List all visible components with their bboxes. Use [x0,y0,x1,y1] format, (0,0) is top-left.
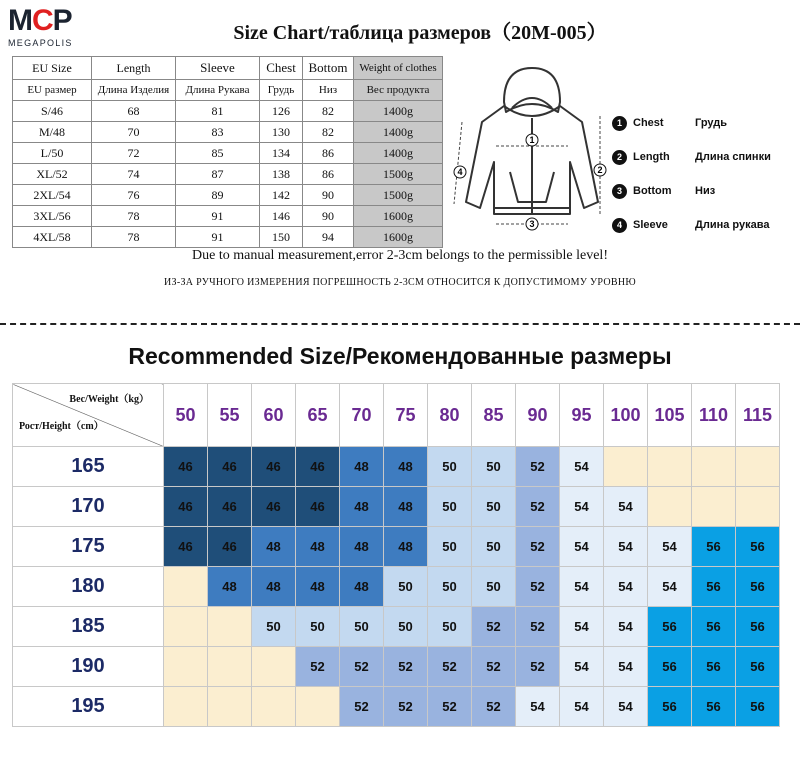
size-cell: XL/52 [13,164,92,185]
size-cell: 142 [260,185,303,206]
size-recommendation-cell: 56 [736,567,780,607]
size-recommendation-cell: 46 [208,487,252,527]
size-cell: 1500g [354,164,443,185]
size-cell: M/48 [13,122,92,143]
weight-header-row [13,384,780,447]
size-recommendation-cell: 46 [296,447,340,487]
header-cell: Вес продукта [354,80,443,101]
header-cell: Bottom [303,57,354,80]
logo-letter-p: P [52,4,72,37]
size-recommendation-cell [252,647,296,687]
height-row [13,567,780,607]
size-cell: 130 [260,122,303,143]
size-cell: 134 [260,143,303,164]
marker-4-label: 4 [457,167,463,177]
measurement-note-ru: ИЗ-ЗА РУЧНОГО ИЗМЕРЕНИЯ ПОГРЕШНОСТЬ 2-3СМ ОТНОСИТСЯ К ДОПУСТИМОМУ УРОВНЮ [164,277,636,288]
size-recommendation-cell: 48 [384,527,428,567]
header-cell: Длина Изделия [92,80,176,101]
brand-logo [8,6,98,50]
size-recommendation-cell: 56 [648,647,692,687]
legend-label-ru: Низ [695,185,716,197]
size-recommendation-cell: 52 [428,647,472,687]
size-recommendation-cell: 56 [692,687,736,727]
size-cell: 94 [303,227,354,248]
size-cell: 1400g [354,143,443,164]
size-recommendation-cell: 56 [692,567,736,607]
height-row [13,487,780,527]
size-recommendation-cell: 54 [604,607,648,647]
size-recommendation-cell: 54 [604,647,648,687]
size-recommendation-cell: 46 [252,447,296,487]
weight-header-cell: 80 [428,384,472,447]
size-recommendation-cell: 50 [472,527,516,567]
size-recommendation-cell: 46 [208,447,252,487]
size-cell: 2XL/54 [13,185,92,206]
weight-header-cell: 100 [604,384,648,447]
size-header-ru-row [13,80,443,101]
size-recommendation-cell: 48 [340,447,384,487]
size-recommendation-cell: 52 [516,487,560,527]
size-cell: 78 [92,227,176,248]
size-cell: L/50 [13,143,92,164]
size-chart-table [12,56,443,248]
size-recommendation-cell: 50 [384,607,428,647]
size-recommendation-cell: 54 [560,647,604,687]
size-row [13,185,443,206]
size-cell: S/46 [13,101,92,122]
marker-3-label: 3 [529,219,535,229]
size-recommendation-cell: 46 [164,447,208,487]
size-recommendation-cell: 54 [648,567,692,607]
size-cell: 138 [260,164,303,185]
legend-item [612,208,771,242]
size-recommendation-cell: 50 [472,567,516,607]
size-row [13,227,443,248]
size-recommendation-cell: 50 [472,447,516,487]
size-recommendation-cell [208,647,252,687]
size-cell: 86 [303,164,354,185]
legend-label-ru: Длина спинки [695,151,771,163]
header-cell: Weight of clothes [354,57,443,80]
weight-header-cell: 75 [384,384,428,447]
weight-header-cell: 85 [472,384,516,447]
size-cell: 87 [176,164,260,185]
height-axis-label: Рост/Height（cm） [19,421,104,432]
size-recommendation-cell: 54 [648,527,692,567]
size-recommendation-cell: 56 [692,607,736,647]
weight-axis-label: Вес/Weight（kg） [69,394,149,405]
weight-header-cell: 50 [164,384,208,447]
size-recommendation-cell: 46 [164,487,208,527]
size-cell: 146 [260,206,303,227]
size-recommendation-cell [164,567,208,607]
size-cell: 76 [92,185,176,206]
size-recommendation-cell: 48 [384,487,428,527]
size-recommendation-cell: 56 [736,607,780,647]
size-recommendation-cell: 48 [340,487,384,527]
recommended-table-body [13,447,780,727]
size-recommendation-cell [648,487,692,527]
size-cell: 90 [303,185,354,206]
header-cell: Sleeve [176,57,260,80]
height-label-cell: 165 [13,447,164,487]
size-cell: 70 [92,122,176,143]
size-recommendation-cell: 48 [208,567,252,607]
size-recommendation-cell [208,607,252,647]
size-cell: 83 [176,122,260,143]
section-divider [0,323,800,325]
legend-number-icon: 2 [612,150,627,165]
size-recommendation-cell: 56 [692,647,736,687]
size-cell: 3XL/56 [13,206,92,227]
weight-header-cell: 110 [692,384,736,447]
height-label-cell: 185 [13,607,164,647]
recommended-size-table [12,383,780,727]
weight-header-cell: 55 [208,384,252,447]
measurement-legend [612,106,771,242]
header-cell: EU размер [13,80,92,101]
size-recommendation-cell: 52 [516,607,560,647]
size-recommendation-cell: 52 [472,647,516,687]
table-corner-header [13,384,164,447]
size-recommendation-cell: 52 [516,647,560,687]
weight-header-cell: 115 [736,384,780,447]
weight-header-cell: 65 [296,384,340,447]
size-recommendation-cell: 46 [252,487,296,527]
size-cell: 1600g [354,227,443,248]
legend-label-en: Chest [633,117,664,129]
legend-label-en: Bottom [633,185,672,197]
size-recommendation-cell: 54 [604,487,648,527]
size-recommendation-cell [604,447,648,487]
size-row [13,164,443,185]
size-recommendation-cell: 52 [472,607,516,647]
size-cell: 4XL/58 [13,227,92,248]
size-recommendation-cell: 50 [384,567,428,607]
size-recommendation-cell [208,687,252,727]
size-recommendation-cell: 56 [736,647,780,687]
size-cell: 1400g [354,101,443,122]
size-cell: 86 [303,143,354,164]
size-recommendation-cell: 52 [340,647,384,687]
legend-item [612,106,771,140]
size-recommendation-cell: 50 [252,607,296,647]
size-recommendation-cell: 50 [340,607,384,647]
legend-label-en: Length [633,151,670,163]
header-cell: Низ [303,80,354,101]
size-cell: 82 [303,122,354,143]
height-label-cell: 195 [13,687,164,727]
height-label-cell: 180 [13,567,164,607]
size-recommendation-cell: 48 [340,567,384,607]
size-cell: 126 [260,101,303,122]
size-recommendation-cell: 50 [472,487,516,527]
size-recommendation-cell: 54 [560,447,604,487]
size-cell: 91 [176,206,260,227]
size-recommendation-cell: 50 [428,447,472,487]
logo-mark [8,6,98,36]
size-recommendation-cell: 54 [560,687,604,727]
size-recommendation-cell: 52 [384,687,428,727]
size-cell: 78 [92,206,176,227]
size-cell: 91 [176,227,260,248]
legend-label-en: Sleeve [633,219,668,231]
header-cell: Длина Рукава [176,80,260,101]
weight-header-cell: 70 [340,384,384,447]
size-recommendation-cell: 52 [516,527,560,567]
size-recommendation-cell: 56 [736,687,780,727]
size-recommendation-cell: 48 [296,527,340,567]
size-recommendation-cell: 50 [428,487,472,527]
size-recommendation-cell: 52 [516,447,560,487]
measurement-note-en: Due to manual measurement,error 2-3cm belongs to the permissible level! [192,248,608,263]
size-recommendation-cell: 52 [516,567,560,607]
size-header-en-row [13,57,443,80]
height-label-cell: 170 [13,487,164,527]
logo-letter-c: C [32,4,53,37]
size-recommendation-cell: 48 [252,567,296,607]
size-recommendation-cell: 52 [340,687,384,727]
size-recommendation-cell: 54 [604,527,648,567]
size-row [13,122,443,143]
size-recommendation-cell [164,647,208,687]
size-recommendation-cell: 52 [472,687,516,727]
size-recommendation-cell [692,447,736,487]
size-recommendation-cell [164,687,208,727]
size-recommendation-cell: 56 [648,607,692,647]
size-recommendation-cell: 46 [208,527,252,567]
logo-text: MEGAPOLIS [8,38,73,48]
size-row [13,101,443,122]
size-row [13,206,443,227]
legend-item [612,140,771,174]
header-cell: Chest [260,57,303,80]
legend-item [612,174,771,208]
size-recommendation-cell [648,447,692,487]
size-recommendation-cell: 50 [428,527,472,567]
height-label-cell: 175 [13,527,164,567]
size-recommendation-cell [164,607,208,647]
size-recommendation-cell: 56 [692,527,736,567]
size-recommendation-cell: 54 [604,687,648,727]
size-recommendation-cell [736,447,780,487]
size-recommendation-cell: 48 [252,527,296,567]
size-cell: 82 [303,101,354,122]
height-row [13,447,780,487]
size-recommendation-cell: 56 [736,527,780,567]
size-recommendation-cell: 54 [560,607,604,647]
marker-1-label: 1 [529,135,535,145]
size-cell: 68 [92,101,176,122]
size-recommendation-cell: 54 [516,687,560,727]
size-cell: 150 [260,227,303,248]
size-row [13,143,443,164]
size-recommendation-cell: 52 [428,687,472,727]
size-recommendation-cell: 48 [296,567,340,607]
height-row [13,687,780,727]
size-cell: 1600g [354,206,443,227]
size-recommendation-cell: 48 [384,447,428,487]
legend-number-icon: 4 [612,218,627,233]
size-recommendation-cell: 46 [164,527,208,567]
page-title: Size Chart/таблица размеров（20M-005） [233,22,607,44]
height-row [13,527,780,567]
size-recommendation-cell [296,687,340,727]
size-recommendation-cell [252,687,296,727]
size-recommendation-cell: 54 [560,487,604,527]
size-cell: 74 [92,164,176,185]
size-cell: 1400g [354,122,443,143]
size-recommendation-cell: 56 [648,687,692,727]
header-cell: EU Size [13,57,92,80]
hoodie-diagram [452,62,612,242]
size-recommendation-cell: 54 [560,567,604,607]
size-table-body [13,101,443,248]
size-cell: 85 [176,143,260,164]
height-label-cell: 190 [13,647,164,687]
size-recommendation-cell: 50 [428,607,472,647]
size-recommendation-cell: 48 [340,527,384,567]
size-recommendation-cell: 50 [428,567,472,607]
height-row [13,647,780,687]
weight-header-cell: 90 [516,384,560,447]
size-cell: 1500g [354,185,443,206]
size-recommendation-cell: 54 [560,527,604,567]
marker-2-label: 2 [597,165,603,175]
size-cell: 72 [92,143,176,164]
size-recommendation-cell: 46 [296,487,340,527]
size-cell: 89 [176,185,260,206]
size-recommendation-cell: 50 [296,607,340,647]
header-cell: Length [92,57,176,80]
recommended-title: Recommended Size/Рекомендованные размеры [128,343,672,369]
legend-label-ru: Длина рукава [695,219,770,231]
size-cell: 81 [176,101,260,122]
size-recommendation-cell [692,487,736,527]
size-recommendation-cell: 52 [296,647,340,687]
legend-number-icon: 1 [612,116,627,131]
size-recommendation-cell [736,487,780,527]
header-cell: Грудь [260,80,303,101]
size-recommendation-cell: 54 [604,567,648,607]
height-row [13,607,780,647]
size-recommendation-cell: 52 [384,647,428,687]
weight-header-cell: 60 [252,384,296,447]
size-cell: 90 [303,206,354,227]
logo-letter-m: M [8,4,32,37]
legend-label-ru: Грудь [695,117,727,129]
legend-number-icon: 3 [612,184,627,199]
weight-header-cell: 95 [560,384,604,447]
weight-header-cell: 105 [648,384,692,447]
